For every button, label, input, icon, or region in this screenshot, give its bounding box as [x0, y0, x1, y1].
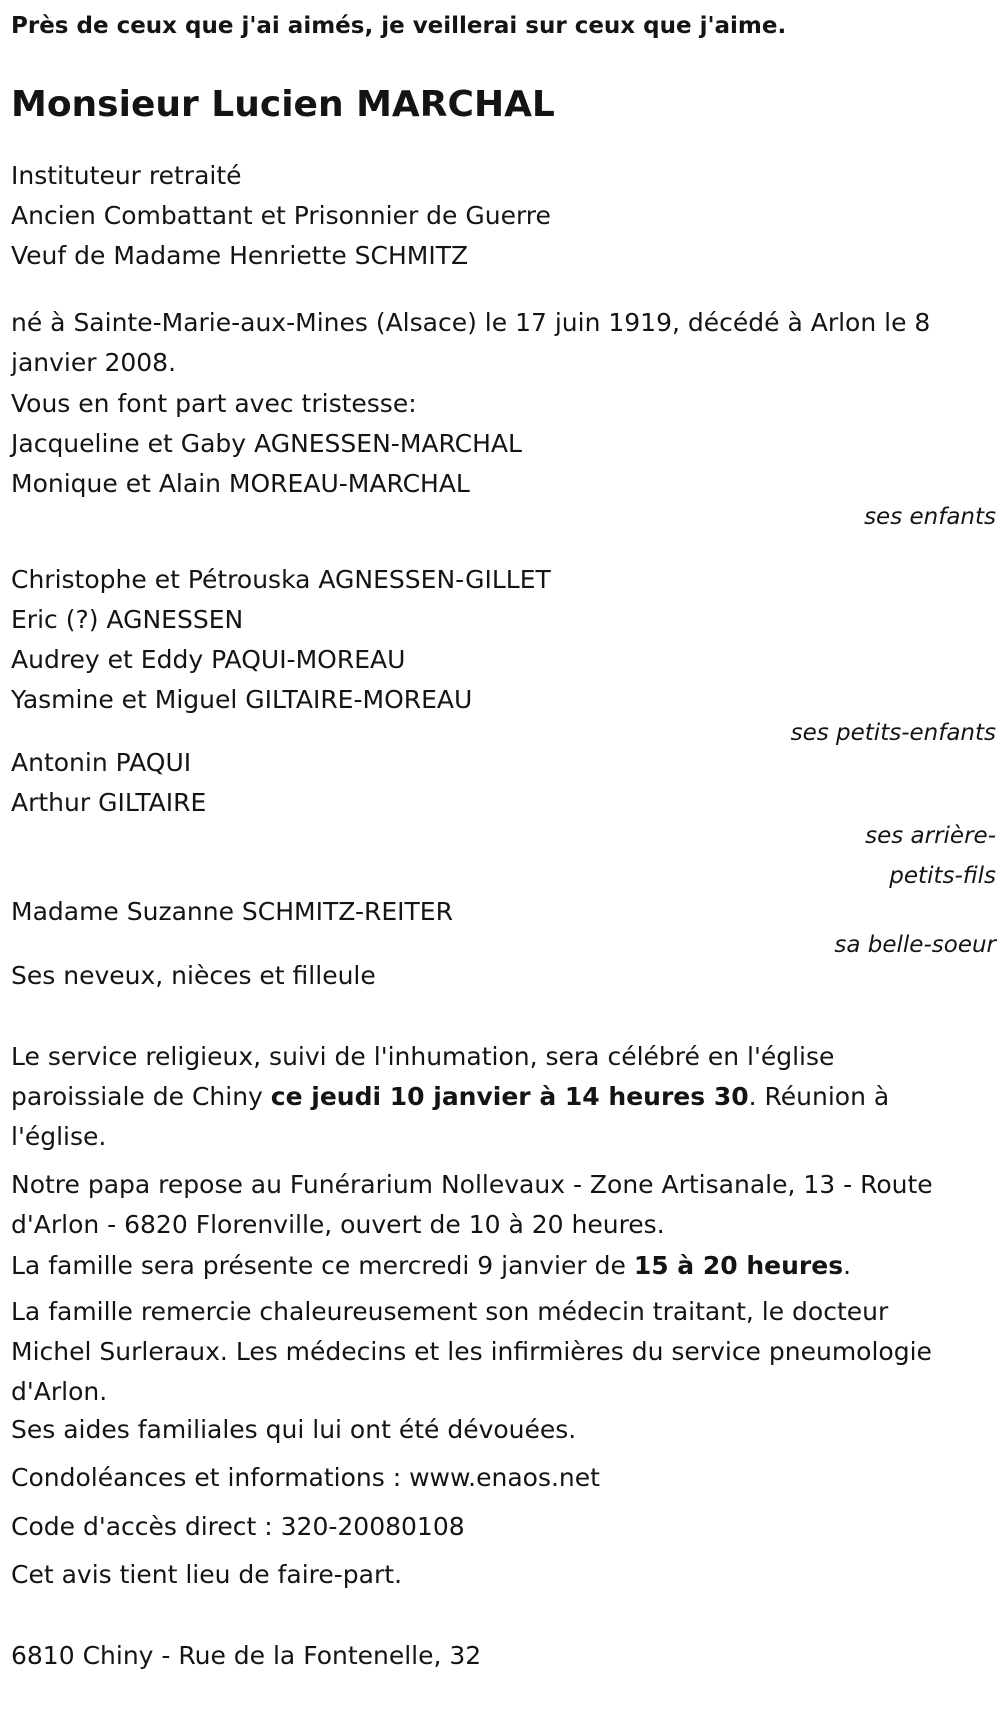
service-datetime: ce jeudi 10 janvier à 14 heures 30	[270, 1082, 749, 1111]
family-presence-text-end: .	[843, 1251, 852, 1280]
deceased-name: Monsieur Lucien MARCHAL	[11, 84, 555, 125]
family-member: Yasmine et Miguel GILTAIRE-MOREAU	[11, 685, 473, 714]
address	[11, 1636, 996, 1676]
family-member: Antonin PAQUI	[11, 748, 192, 777]
title-line: Veuf de Madame Henriette SCHMITZ	[11, 241, 469, 270]
relation-label: petits-fils	[889, 863, 996, 889]
extended-family-text: Ses neveux, nièces et filleule	[11, 961, 376, 990]
title-line: Ancien Combattant et Prisonnier de Guerre	[11, 201, 551, 230]
family-presence	[11, 1246, 996, 1286]
family-presence-hours: 15 à 20 heures	[633, 1251, 844, 1280]
great-grandchildren-section	[11, 743, 996, 893]
titles-block	[11, 156, 996, 276]
aides	[11, 1410, 996, 1450]
announce-intro-text: Vous en font part avec tristesse:	[11, 389, 417, 418]
title-line: Instituteur retraité	[11, 161, 242, 190]
family-member: Madame Suzanne SCHMITZ-REITER	[11, 897, 453, 926]
service-text-end: . Réunion à l'église.	[11, 1082, 890, 1151]
extended-family	[11, 956, 996, 996]
relation-label: sa belle-soeur	[834, 932, 996, 958]
announce-intro	[11, 384, 996, 424]
aides-text: Ses aides familiales qui lui ont été dévouées.	[11, 1415, 577, 1444]
family-member: Audrey et Eddy PAQUI-MOREAU	[11, 645, 406, 674]
notice	[11, 1555, 996, 1595]
family-member: Arthur GILTAIRE	[11, 788, 207, 817]
condolences-text: Condoléances et informations : www.enaos.net	[11, 1463, 600, 1492]
children-section	[11, 424, 996, 544]
relation-label: ses enfants	[864, 504, 996, 530]
family-member: Jacqueline et Gaby AGNESSEN-MARCHAL	[11, 429, 522, 458]
address-text: 6810 Chiny - Rue de la Fontenelle, 32	[11, 1641, 482, 1670]
birth-death: né à Sainte-Marie-aux-Mines (Alsace) le 17 juin 1919, décédé à Arlon le 8 janvier 2008.	[11, 308, 931, 377]
epigraph: Près de ceux que j'ai aimés, je veillerai sur ceux que j'aime.	[11, 13, 787, 39]
thanks: La famille remercie chaleureusement son médecin traitant, le docteur Michel Surleraux. Les médecins et les infirmières du service pneumologie d'Arlon.	[11, 1297, 932, 1406]
family-member: Monique et Alain MOREAU-MARCHAL	[11, 469, 470, 498]
family-member: Christophe et Pétrouska AGNESSEN-GILLET	[11, 565, 551, 594]
access-code-text: Code d'accès direct : 320-20080108	[11, 1512, 465, 1541]
family-member: Eric (?) AGNESSEN	[11, 605, 244, 634]
funeral-home-info: Notre papa repose au Funérarium Nollevaux - Zone Artisanale, 13 - Route d'Arlon - 6820 Florenville, ouvert de 10 à 20 heures.	[11, 1170, 933, 1239]
grandchildren-section	[11, 560, 996, 760]
access-code	[11, 1507, 996, 1547]
relation-label: ses arrière-	[865, 823, 996, 849]
family-presence-line	[11, 1246, 996, 1286]
notice-text: Cet avis tient lieu de faire-part.	[11, 1560, 403, 1589]
service-text: Le service religieux, suivi de l'inhumation, sera célébré en l'église paroissiale de Chiny	[11, 1042, 835, 1111]
condolences	[11, 1458, 996, 1498]
service-info	[11, 1037, 911, 1157]
family-presence-text: La famille sera présente ce mercredi 9 janvier de	[11, 1251, 634, 1280]
relation-label: ses petits-enfants	[790, 720, 996, 746]
